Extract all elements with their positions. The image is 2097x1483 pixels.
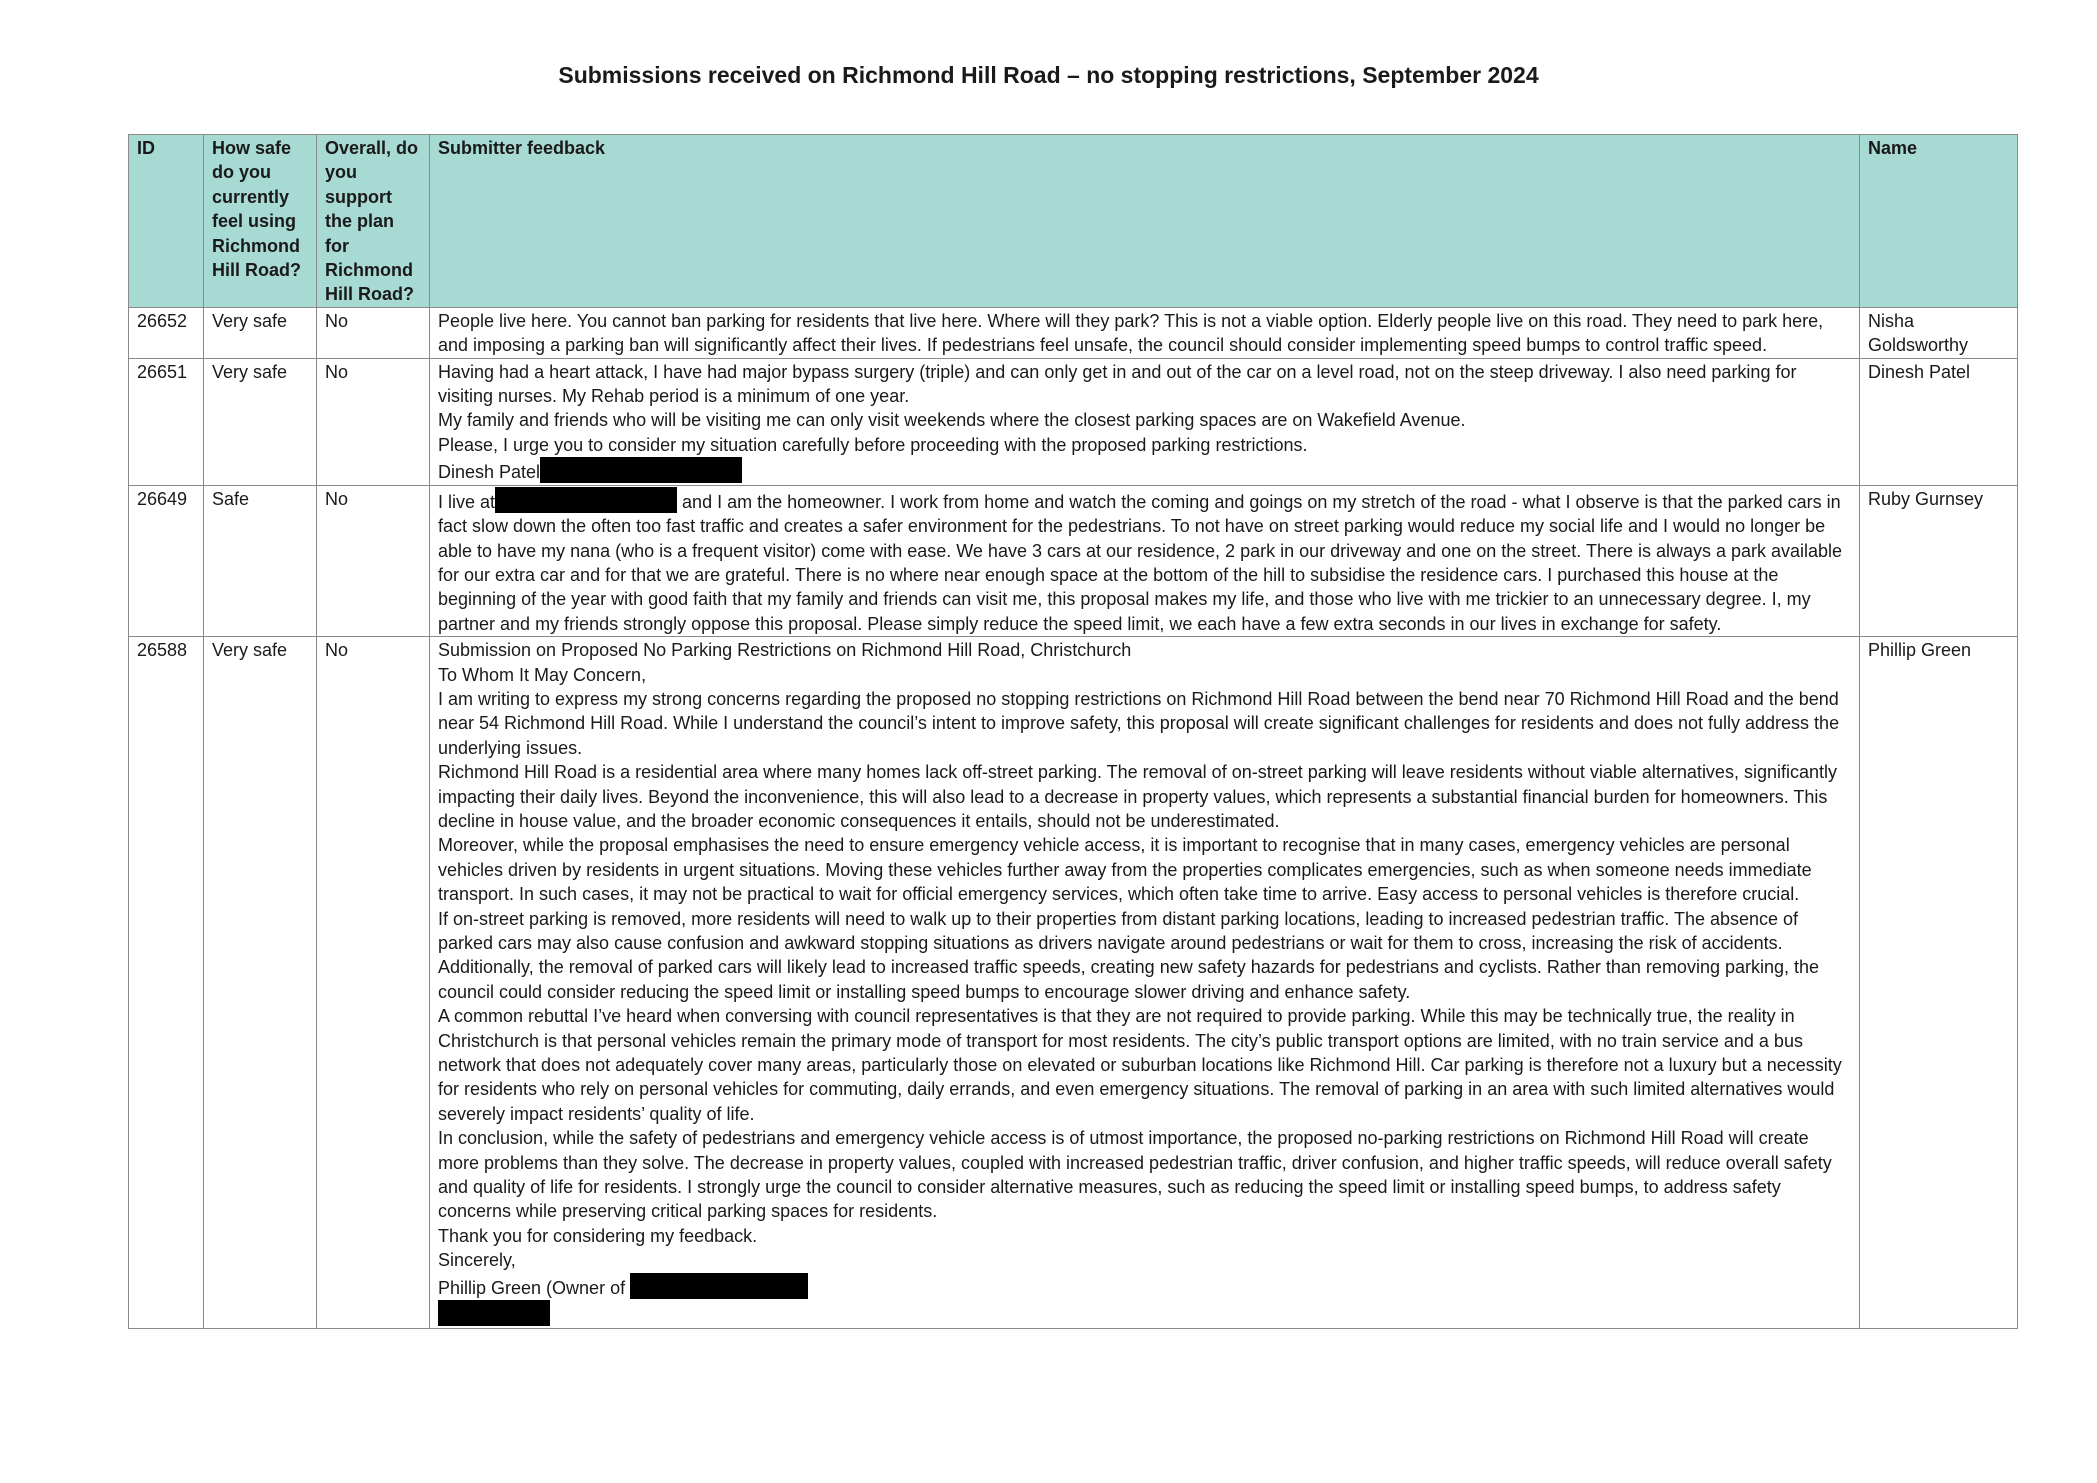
cell-support: No — [317, 358, 430, 485]
table-row — [129, 358, 2018, 485]
feedback-paragraph: I am writing to express my strong concerns regarding the proposed no stopping restrictions on Richmond Hill Road between the bend near 70 Richmond Hill Road and the bend near 54 Richmond Hill Road. While I understand the council’s intent to improve safety, this proposal will create significant challenges for residents and does not fully address the underlying issues. — [438, 688, 1840, 758]
feedback-paragraph — [438, 487, 1851, 636]
feedback-paragraph: Thank you for considering my feedback. — [438, 1225, 758, 1246]
cell-feedback — [430, 358, 1860, 485]
submissions-table — [128, 134, 2018, 1329]
feedback-signature — [438, 1273, 1851, 1300]
feedback-paragraph: Sincerely, — [438, 1250, 516, 1271]
feedback-signature — [438, 457, 1851, 484]
cell-id: 26649 — [129, 485, 204, 636]
cell-safety: Very safe — [204, 358, 317, 485]
cell-name: Phillip Green — [1860, 637, 2018, 1328]
cell-feedback — [430, 307, 1860, 358]
header-name: Name — [1860, 135, 2018, 308]
cell-id: 26652 — [129, 307, 204, 358]
cell-support: No — [317, 637, 430, 1328]
feedback-paragraph: People live here. You cannot ban parking for residents that live here. Where will they park? This is not a viable option. Elderly people live on this road. They need to park here, and imposing a parking ban will significantly affect their lives. If pedestrians feel unsafe, the council should consider implementing speed bumps to control traffic speed. — [438, 310, 1824, 356]
page-title: Submissions received on Richmond Hill Road – no stopping restrictions, September 2024 — [558, 62, 1539, 88]
cell-support: No — [317, 307, 430, 358]
feedback-paragraph: A common rebuttal I’ve heard when conversing with council representatives is that they are not required to provide parking. While this may be technically true, the reality in Christchurch is that personal vehicles remain the primary mode of transport for most residents. The city’s public transport options are limited, with no train service and a bus network that does not adequately cover many areas, particularly those on elevated or suburban locations like Richmond Hill. Car parking is therefore not a luxury but a necessity for residents who rely on personal vehicles for commuting, daily errands, and even emergency situations. The removal of parking in an area with such limited alternatives would severely impact residents’ quality of life. — [438, 1006, 1842, 1124]
table-row — [129, 307, 2018, 358]
cell-feedback — [430, 637, 1860, 1328]
feedback-suffix: and I am the homeowner. I work from home and watch the coming and goings on my stretch of the road - what I observe is that the parked cars in fact slow down the often too fast traffic and creates a safer environment for the pedestrians. To not have on street parking would reduce my social life and I would no longer be able to have my nana (who is a frequent visitor) come with ease. We have 3 cars at our residence, 2 park in our driveway and one on the street. There is always a park available for our extra car and for that we are grateful. There is no where near enough space at the bottom of the hill to subsidise the residence cars. I purchased this house at the beginning of the year with good faith that my family and friends can visit me, this proposal makes my life, and those who live with me trickier to an unnecessary degree. I, my partner and my friends strongly oppose this proposal. Please simply reduce the speed limit, we each have a few extra seconds in our lives in exchange for safety. — [438, 491, 1843, 634]
feedback-paragraph: Moreover, while the proposal emphasises the need to ensure emergency vehicle access, it is important to recognise that in many cases, emergency vehicles are personal vehicles driven by residents in urgent situations. Moving these vehicles further away from the properties complicates emergencies, such as when someone needs immediate transport. In such cases, it may not be practical to wait for official emergency services, which often take time to arrive. Easy access to personal vehicles is therefore crucial. — [438, 835, 1812, 905]
header-support: Overall, do you support the plan for Richmond Hill Road? — [317, 135, 430, 308]
feedback-prefix: I live at — [438, 491, 496, 512]
redaction-block — [495, 487, 677, 513]
table-row — [129, 485, 2018, 636]
redaction-block — [438, 1300, 550, 1326]
cell-safety: Very safe — [204, 637, 317, 1328]
table-header-row — [129, 135, 2018, 308]
header-id: ID — [129, 135, 204, 308]
cell-support: No — [317, 485, 430, 636]
signature-text: Dinesh Patel — [438, 462, 541, 483]
feedback-paragraph: Richmond Hill Road is a residential area where many homes lack off-street parking. The removal of on-street parking will leave residents without viable alternatives, significantly impacting their daily lives. Beyond the inconvenience, this will also lead to a decrease in property values, which represents a substantial financial burden for homeowners. This decline in house value, and the broader economic consequences it entails, should not be underestimated. — [438, 762, 1837, 831]
feedback-paragraph: Additionally, the removal of parked cars will likely lead to increased traffic speeds, creating new safety hazards for pedestrians and cyclists. Rather than removing parking, the council could consider reducing the speed limit or installing speed bumps to encourage slower driving and enhance safety. — [438, 957, 1820, 1002]
header-feedback: Submitter feedback — [430, 135, 1860, 308]
feedback-paragraph: My family and friends who will be visiting me can only visit weekends where the closest parking spaces are on Wakefield Avenue. — [438, 410, 1466, 431]
redaction-block — [630, 1273, 808, 1299]
feedback-paragraph: Submission on Proposed No Parking Restrictions on Richmond Hill Road, Christchurch — [438, 640, 1132, 661]
cell-safety: Very safe — [204, 307, 317, 358]
cell-name: Ruby Gurnsey — [1860, 485, 2018, 636]
cell-feedback — [430, 485, 1860, 636]
cell-name: Nisha Goldsworthy — [1860, 307, 2018, 358]
redaction-block — [540, 457, 742, 483]
feedback-paragraph: Having had a heart attack, I have had major bypass surgery (triple) and can only get in and out of the car on a level road, not on the steep driveway. I also need parking for visiting nurses. My Rehab period is a minimum of one year. — [438, 361, 1797, 407]
cell-id: 26588 — [129, 637, 204, 1328]
cell-safety: Safe — [204, 485, 317, 636]
feedback-signature-continued — [438, 1300, 1851, 1327]
feedback-paragraph: If on-street parking is removed, more residents will need to walk up to their properties from distant parking locations, leading to increased pedestrian traffic. The absence of parked cars may also cause confusion and awkward stopping situations as drivers navigate around pedestrians or wait for them to cross, increasing the risk of accidents. — [438, 908, 1799, 953]
cell-name: Dinesh Patel — [1860, 358, 2018, 485]
signature-text: Phillip Green (Owner of — [438, 1277, 626, 1298]
cell-id: 26651 — [129, 358, 204, 485]
header-safety: How safe do you currently feel using Richmond Hill Road? — [204, 135, 317, 308]
table-row — [129, 637, 2018, 1328]
feedback-paragraph: Please, I urge you to consider my situation carefully before proceeding with the proposed parking restrictions. — [438, 434, 1308, 455]
feedback-paragraph: In conclusion, while the safety of pedestrians and emergency vehicle access is of utmost importance, the proposed no-parking restrictions on Richmond Hill Road will create more problems than they solve. The decrease in property values, coupled with increased pedestrian traffic, driver confusion, and higher traffic speeds, will reduce overall safety and quality of life for residents. I strongly urge the council to consider alternative measures, such as reducing the speed limit or installing speed bumps, to address safety concerns while preserving critical parking spaces for residents. — [438, 1128, 1832, 1222]
feedback-paragraph: To Whom It May Concern, — [438, 664, 647, 685]
